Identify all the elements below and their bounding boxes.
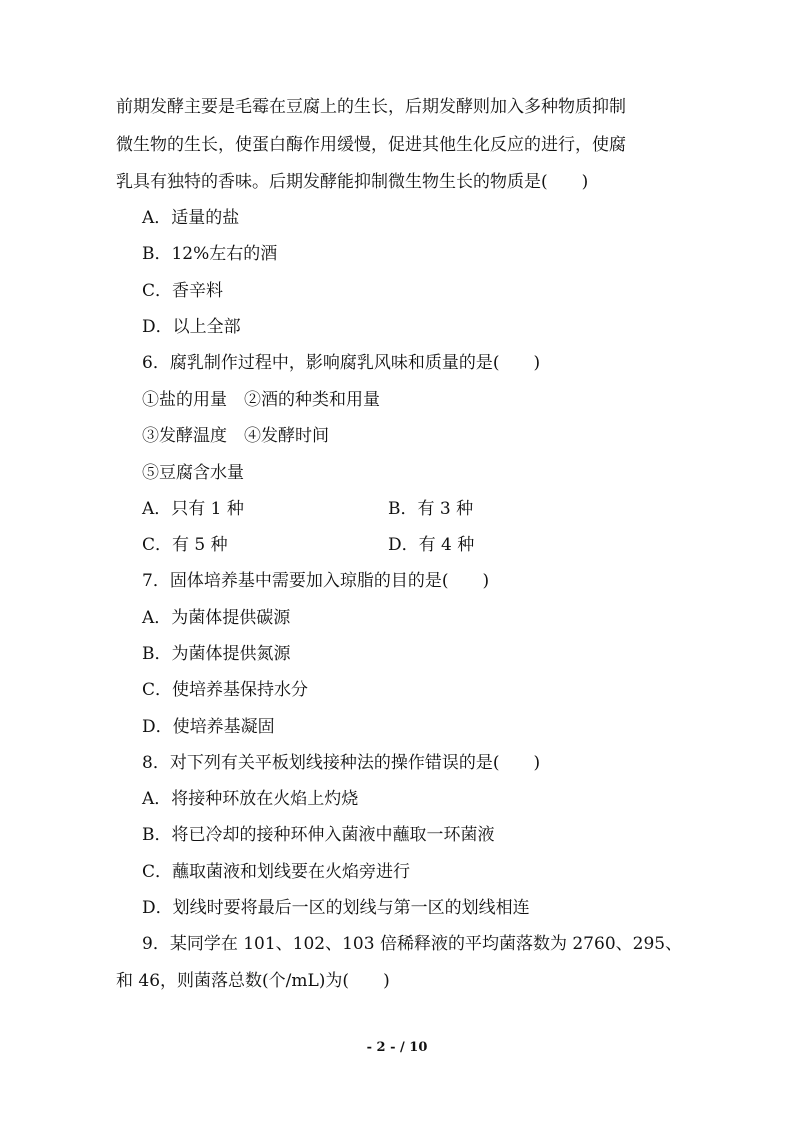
question-6-option-d: D．有 4 种 <box>388 535 475 555</box>
question-7-option-b: B．为菌体提供氮源 <box>142 644 291 664</box>
intro-line-2: 微生物的生长，使蛋白酶作用缓慢，促进其他生化反应的进行，使腐 <box>116 135 626 155</box>
question-6-stem: 6．腐乳制作过程中，影响腐乳风味和质量的是( ) <box>142 353 541 373</box>
intro-line-1: 前期发酵主要是毛霉在豆腐上的生长，后期发酵则加入多种物质抑制 <box>116 97 626 117</box>
page-number: - 2 - / 10 <box>366 1040 428 1055</box>
question-7-option-d: D．使培养基凝固 <box>142 717 275 737</box>
intro-option-a: A．适量的盐 <box>142 208 240 228</box>
intro-option-d: D．以上全部 <box>142 317 241 337</box>
intro-line-3: 乳具有独特的香味。后期发酵能抑制微生物生长的物质是( ) <box>116 172 589 192</box>
question-8-option-b: B．将已冷却的接种环伸入菌液中蘸取一环菌液 <box>142 825 495 845</box>
intro-option-b: B．12%左右的酒 <box>142 244 278 264</box>
question-7-option-a: A．为菌体提供碳源 <box>142 608 291 628</box>
question-6-item-1: ①盐的用量 ②酒的种类和用量 <box>142 390 380 410</box>
question-7-stem: 7．固体培养基中需要加入琼脂的目的是( ) <box>142 571 490 591</box>
intro-option-c: C．香辛料 <box>142 281 224 301</box>
question-9-line-2: 和 46，则菌落总数(个/mL)为( ) <box>116 971 390 991</box>
question-6-item-2: ③发酵温度 ④发酵时间 <box>142 426 329 446</box>
question-6-item-3: ⑤豆腐含水量 <box>142 463 244 483</box>
question-6-option-c: C．有 5 种 <box>142 535 228 555</box>
question-7-option-c: C．使培养基保持水分 <box>142 680 309 700</box>
question-8-stem: 8．对下列有关平板划线接种法的操作错误的是( ) <box>142 753 541 773</box>
question-8-option-c: C．蘸取菌液和划线要在火焰旁进行 <box>142 862 411 882</box>
question-6-option-a: A．只有 1 种 <box>142 499 244 519</box>
question-8-option-a: A．将接种环放在火焰上灼烧 <box>142 789 359 809</box>
question-9-line-1: 9．某同学在 101、102、103 倍稀释液的平均菌落数为 2760、295、 <box>142 934 683 954</box>
question-8-option-d: D．划线时要将最后一区的划线与第一区的划线相连 <box>142 898 530 918</box>
question-6-option-b: B．有 3 种 <box>388 499 474 519</box>
